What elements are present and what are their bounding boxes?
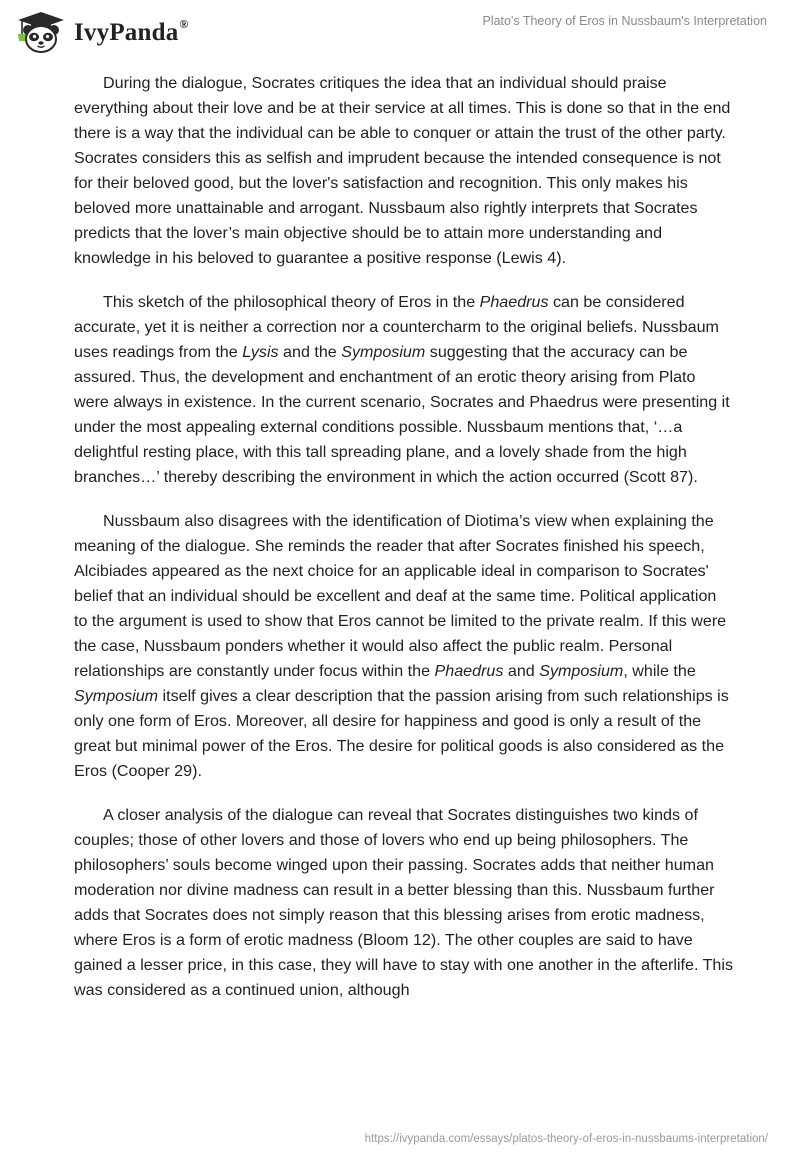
- registered-mark: ®: [179, 17, 189, 31]
- paragraph-text: , while the: [623, 662, 696, 680]
- paragraph-text: During the dialogue, Socrates critiques the idea that an individual should praise everything about their love and be at their service at all times. This is done so that in the end there is a way that the individual can be able to conquer or attain the trust of the other party. Socrates considers this as selfish and imprudent because the intended consequence is not for their beloved good, but the lover's satisfaction and recognition. This only makes his beloved more unattainable and arrogant. Nussbaum also rightly interprets that Socrates predicts that the lover’s main objective should be to attain more understanding and knowledge in his beloved to guarantee a positive response (Lewis 4).: [74, 74, 731, 267]
- paragraph-text: can be considered accurate, yet it is neither a correction nor a countercharm to the original beliefs. Nussbaum uses readings from the: [74, 293, 719, 361]
- paragraph: [74, 803, 734, 1003]
- paragraph-text: and the: [278, 343, 342, 361]
- paragraph-text: A closer analysis of the dialogue can reveal that Socrates distinguishes two kinds of couples; those of other lovers and those of lovers who end up being philosophers. The philosophers’ souls become winged upon their passing. Socrates adds that neither human moderation nor divine madness can result in a better blessing than this. Nussbaum further adds that Socrates does not simply reason that this blessing arises from erotic madness, where Eros is a form of erotic madness (Bloom 12). The other couples are said to have gained a lesser price, in this case, they will have to stay with one another in the afterlife. This was considered as a continued union, although: [74, 806, 734, 999]
- paragraph-text: itself gives a clear description that the passion arising from such relationships is only one form of Eros. Moreover, all desire for happiness and good is only a result of the great but minimal power of the Eros. The desire for political goods is also considered as the Eros (Cooper 29).: [74, 687, 729, 780]
- source-url[interactable]: https://ivypanda.com/essays/platos-theory-of-eros-in-nussbaums-interpretation/: [364, 1133, 768, 1145]
- paragraph-text: Nussbaum also disagrees with the identification of Diotima’s view when explaining the meaning of the dialogue. She reminds the reader that after Socrates finished his speech, Alcibiades appeared as the next choice for an applicable ideal in comparison to Socrates' belief that an individual should be excellent and deaf at the same time. Political application to the argument is used to show that Eros cannot be limited to the private realm. If this were the case, Nussbaum ponders whether it would also affect the public realm. Personal relationships are constantly under focus within the: [74, 512, 727, 680]
- paragraph: [74, 290, 734, 490]
- italic-title-text: Symposium: [74, 687, 159, 705]
- paragraph-text: This sketch of the philosophical theory of Eros in the: [103, 293, 480, 311]
- panda-mascot-icon: [14, 10, 68, 54]
- document-title: Plato's Theory of Eros in Nussbaum's Interpretation: [482, 14, 767, 28]
- italic-title-text: Symposium: [341, 343, 426, 361]
- paragraph-text: and: [503, 662, 540, 680]
- brand-name: IvyPanda®: [74, 17, 189, 46]
- paragraph: [74, 71, 734, 271]
- italic-title-text: Phaedrus: [434, 662, 504, 680]
- italic-title-text: Symposium: [539, 662, 624, 680]
- italic-title-text: Lysis: [242, 343, 279, 361]
- paragraph: [74, 509, 734, 784]
- ivypanda-logo[interactable]: [14, 10, 189, 54]
- italic-title-text: Phaedrus: [479, 293, 549, 311]
- paragraph-text: suggesting that the accuracy can be assured. Thus, the development and enchantment of an erotic theory arising from Plato were always in existence. In the current scenario, Socrates and Phaedrus were presenting it under the most appealing external conditions possible. Nussbaum mentions that, ‘…a delightful resting place, with this tall spreading plane, and a lovely shade from the high branches…’ thereby describing the environment in which the action occurred (Scott 87).: [74, 343, 730, 486]
- essay-body: [74, 71, 734, 1022]
- page-header: [0, 0, 800, 60]
